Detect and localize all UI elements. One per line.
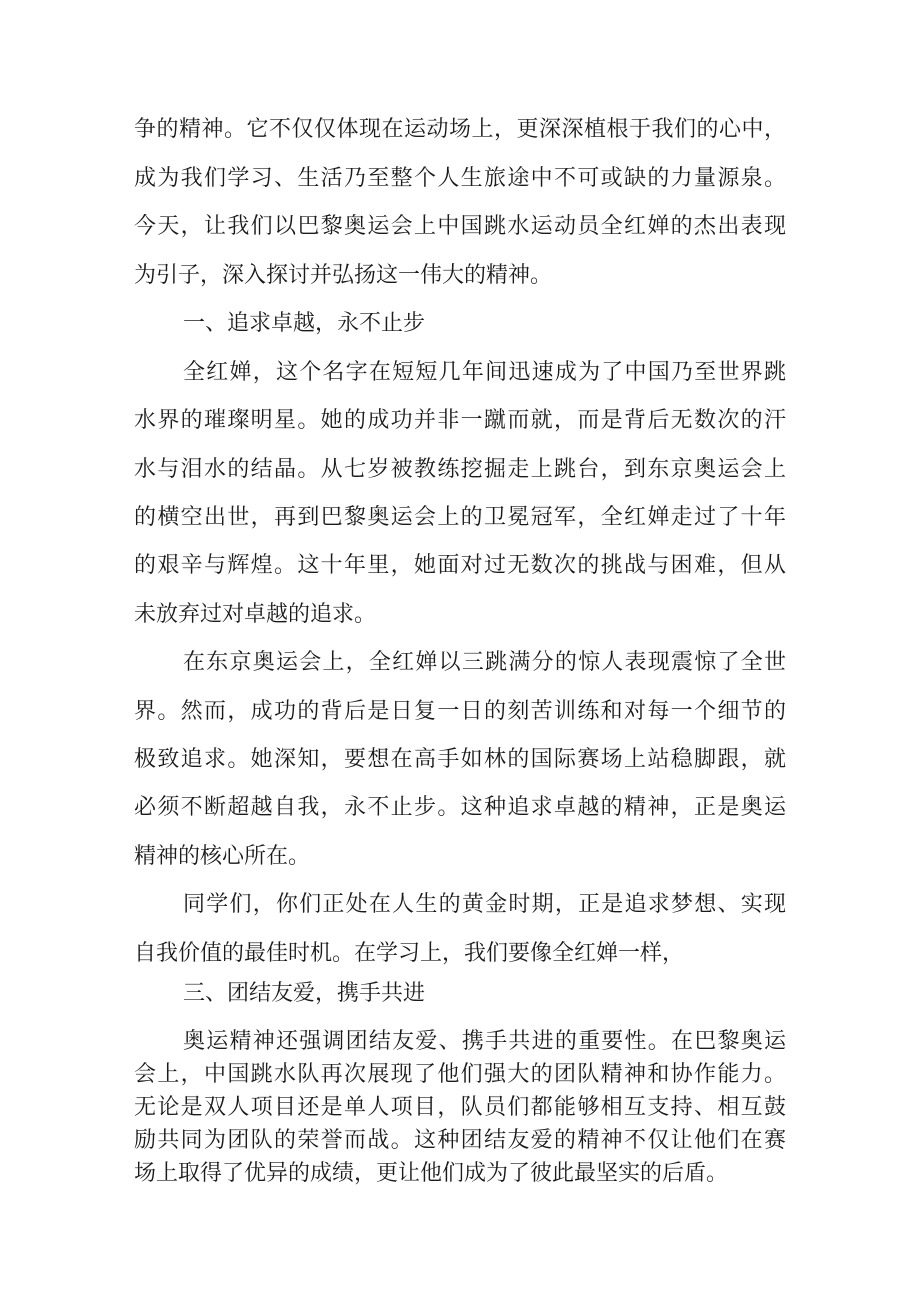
paragraph-line: 为引子，深入探讨并弘扬这一伟大的精神。 (134, 263, 553, 288)
paragraph-line: 水与泪水的结晶。从七岁被教练挖掘走上跳台，到东京奥运会上 (134, 457, 786, 482)
section-heading-1: 一、追求卓越，永不止步 (183, 311, 426, 336)
paragraph-line: 的横空出世，再到巴黎奥运会上的卫冕冠军，全红婵走过了十年 (134, 505, 786, 530)
paragraph-line: 会上，中国跳水队再次展现了他们强大的团队精神和协作能力。 (134, 1062, 786, 1087)
paragraph-line: 无论是双人项目还是单人项目，队员们都能够相互支持、相互鼓 (134, 1095, 786, 1120)
paragraph-line: 在东京奥运会上，全红婵以三跳满分的惊人表现震惊了全世 (183, 650, 786, 675)
paragraph-line: 场上取得了优异的成绩，更让他们成为了彼此最坚实的后盾。 (134, 1161, 729, 1186)
paragraph-line: 未放弃过对卓越的追求。 (134, 602, 377, 627)
paragraph-line: 界。然而，成功的背后是日复一日的刻苦训练和对每一个细节的 (134, 699, 786, 724)
paragraph-line: 极致追求。她深知，要想在高手如林的国际赛场上站稳脚跟，就 (134, 747, 786, 772)
paragraph-line: 自我价值的最佳时机。在学习上，我们要像全红婵一样， (134, 941, 685, 966)
paragraph-line: 成为我们学习、生活乃至整个人生旅途中不可或缺的力量源泉。 (134, 166, 786, 191)
paragraph-line: 精神的核心所在。 (134, 844, 311, 869)
paragraph-line: 争的精神。它不仅仅体现在运动场上，更深深植根于我们的心中， (134, 117, 786, 142)
paragraph-line: 全红婵，这个名字在短短几年间迅速成为了中国乃至世界跳 (183, 360, 786, 385)
paragraph-line: 今天，让我们以巴黎奥运会上中国跳水运动员全红婵的杰出表现 (134, 214, 786, 239)
paragraph-line: 奥运精神还强调团结友爱、携手共进的重要性。在巴黎奥运 (183, 1029, 786, 1054)
paragraph-line: 必须不断超越自我，永不止步。这种追求卓越的精神，正是奥运 (134, 795, 786, 820)
paragraph-line: 励共同为团队的荣誉而战。这种团结友爱的精神不仅让他们在赛 (134, 1128, 786, 1153)
paragraph-line: 的艰辛与辉煌。这十年里，她面对过无数次的挑战与困难，但从 (134, 553, 786, 578)
paragraph-line: 水界的璀璨明星。她的成功并非一蹴而就，而是背后无数次的汗 (134, 408, 786, 433)
paragraph-line: 同学们，你们正处在人生的黄金时期，正是追求梦想、实现 (183, 892, 786, 917)
section-heading-3: 三、团结友爱，携手共进 (183, 981, 426, 1006)
